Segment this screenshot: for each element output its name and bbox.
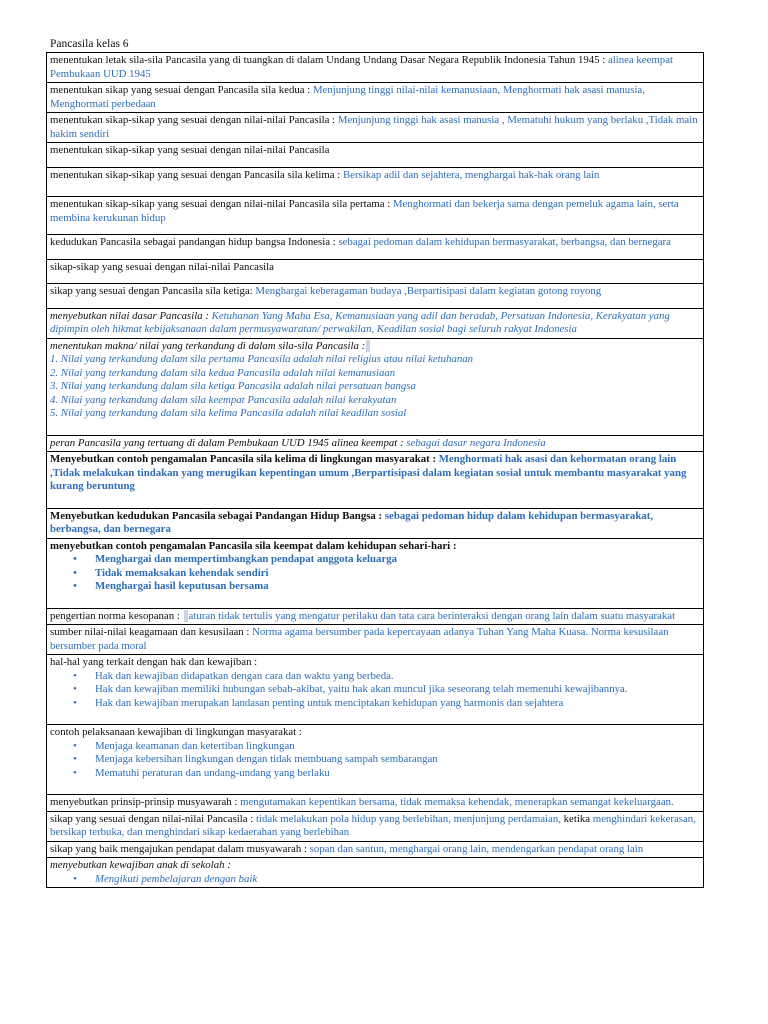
question: sikap yang baik mengajukan pendapat dalam musyawarah : [50, 842, 307, 855]
table-row [47, 143, 704, 168]
list-item: • Menjaga kebersihan lingkungan dengan tidak membuang sampah sembarangan [95, 753, 700, 767]
table-row [47, 167, 704, 197]
question: menentukan sikap yang sesuai dengan Pancasila sila kedua : [50, 84, 311, 96]
answer: sebagai dasar negara Indonesia [406, 436, 546, 449]
list-item: • Tidak memaksakan kehendak sendiri [95, 567, 700, 581]
table-row [47, 435, 704, 452]
answer: Ketuhanan Yang Maha Esa, Kemanusiaan yang adil dan beradab, Persatuan Indonesia, Kerakyatan yang dipimpin oleh hikmat kebijaksanaan dalam permusyawaratan/ perwakilan, Keadilan sosial bagi seluruh rakyat Indonesia [50, 309, 670, 335]
table-row [47, 83, 704, 113]
bullet-list [50, 740, 700, 781]
question: pengertian norma kesopanan : [50, 609, 180, 622]
question: sikap yang sesuai dengan nilai-nilai Pancasila : [50, 812, 254, 825]
question: sikap-sikap yang sesuai dengan nilai-nilai Pancasila [50, 260, 274, 273]
table-row [47, 53, 704, 83]
table-row [47, 235, 704, 260]
answer: aturan tidak tertulis yang mengatur perilaku dan tata cara berinteraksi dengan orang lain dalam suatu masyarakat [188, 609, 676, 622]
document-title: Pancasila kelas 6 [50, 38, 129, 50]
question: peran Pancasila yang tertuang di dalam Pembukaan UUD 1945 alinea keempat : [50, 436, 404, 449]
answer: Bersikap adil dan sejahtera, menghargai hak-hak orang lain [342, 168, 600, 181]
question: menentukan sikap-sikap yang sesuai dengan Pancasila sila kelima : [50, 168, 341, 181]
table-row [47, 795, 704, 812]
question: sumber nilai-nilai keagamaan dan kesusilaan : [50, 626, 250, 638]
question: menentukan sikap-sikap yang sesuai dengan nilai-nilai Pancasila [50, 144, 330, 156]
table-row [47, 113, 704, 143]
qa-table [46, 52, 704, 888]
answer: Menjunjung tinggi nilai-nilai kemanusiaan, Menghormati hak asasi manusia, Menghormati perbedaan [50, 84, 645, 110]
list-item: • Hak dan kewajiban memiliki hubungan sebab-akibat, yaitu hak akan muncul jika seseorang telah memenuhi kewajibannya. [95, 683, 700, 697]
table-row [47, 858, 704, 888]
list-item: • Hak dan kewajiban merupakan landasan penting untuk menciptakan kehidupan yang harmonis dan sejahtera [95, 697, 700, 711]
table-row [47, 811, 704, 841]
table-row [47, 338, 704, 435]
answer: sebagai pedoman dalam kehidupan bermasyarakat, berbangsa, dan bernegara [338, 236, 671, 248]
list-item: • Mengikuti pembelajaran dengan baik [95, 873, 700, 887]
bullet-list [50, 670, 700, 711]
question: contoh pelaksanaan kewajiban di lingkungan masyarakat : [50, 726, 302, 738]
question: sikap yang sesuai dengan Pancasila sila ketiga: [50, 285, 253, 297]
answer: Menjunjung tinggi hak asasi manusia , Mematuhi hukum yang berlaku ,Tidak main hakim sendiri [50, 114, 698, 140]
list-item: • Menjaga keamanan dan ketertiban lingkungan [95, 740, 700, 754]
answer: sopan dan santun, menghargai orang lain, mendengarkan pendapat orang lain [309, 842, 644, 855]
cursor-marker [184, 610, 188, 622]
makna-item: 1. Nilai yang terkandung dalam sila pertama Pancasila adalah nilai religius atau nilai ketuhanan [50, 353, 474, 365]
makna-item: 3. Nilai yang terkandung dalam sila ketiga Pancasila adalah nilai persatuan bangsa [50, 380, 416, 392]
question: menentukan sikap-sikap yang sesuai dengan nilai-nilai Pancasila : [50, 114, 336, 126]
table-row [47, 608, 704, 625]
makna-item: 4. Nilai yang terkandung dalam sila keempat Pancasila adalah nilai kerakyatan [50, 393, 397, 406]
table-row [47, 725, 704, 795]
question: hal-hal yang terkait dengan hak dan kewajiban : [50, 656, 258, 668]
question: kedudukan Pancasila sebagai pandangan hidup bangsa Indonesia : [50, 236, 336, 248]
cursor-marker [366, 340, 370, 352]
table-row [47, 538, 704, 608]
answer: mengutamakan kepentikan bersama, tidak memaksa kehendak, menerapkan semangat kekeluargaan. [240, 796, 674, 808]
question: menyebutkan kewajiban anak di sekolah : [50, 859, 231, 871]
table-row [47, 259, 704, 284]
question: menyebutkan prinsip-prinsip musyawarah : [50, 796, 238, 808]
answer: alinea keempat Pembukaan UUD 1945 [50, 54, 673, 80]
list-item: • Menghargai hasil keputusan bersama [95, 580, 700, 594]
question: Menyebutkan contoh pengamalan Pancasila sila kelima di lingkungan masyarakat : [50, 453, 437, 465]
table-row [47, 197, 704, 235]
table-row [47, 452, 704, 509]
makna-item: 2. Nilai yang terkandung dalam sila kedua Pancasila adalah nilai kemanusiaan [50, 366, 396, 379]
table-row [47, 625, 704, 655]
answer: menghindari kekerasan, bersikap terbuka, dan menghindari sikap kedaerahan yang berlebihan [50, 812, 696, 838]
answer: Norma agama bersumber pada kepercayaan adanya Tuhan Yang Maha Kuasa. Norma kesusilaan bersumber pada moral [50, 626, 669, 652]
table-row [47, 655, 704, 725]
question: menentukan makna/ nilai yang terkandung di dalam sila-sila Pancasila : [50, 339, 366, 352]
question: menentukan letak sila-sila Pancasila yang di tuangkan di dalam Undang Undang Dasar Negara Republik Indonesia Tahun 1945 : [50, 54, 606, 66]
question: menentukan sikap-sikap yang sesuai dengan nilai-nilai Pancasila sila pertama : [50, 198, 391, 210]
question: menyebutkan contoh pengamalan Pancasila sila keempat dalam kehidupan sehari-hari : [50, 539, 457, 552]
question: menyebutkan nilai dasar Pancasila : [50, 309, 209, 322]
answer: Menghormati dan bekerja sama dengan pemeluk agama lain, serta membina kerukunan hidup [50, 198, 679, 224]
list-item: • Mematuhi peraturan dan undang-undang yang berlaku [95, 767, 700, 781]
answer: Menghormati hak asasi dan kehormatan orang lain ,Tidak melakukan tindakan yang merugikan kepentingan umum ,Berpartisipasi dalam kegiatan sosial untuk membantu masyarakat yang kurang beruntung [50, 453, 687, 492]
answer: sebagai pedoman hidup dalam kehidupan bermasyarakat, berbangsa, dan bernegara [50, 509, 654, 535]
connector-word: ketika [563, 812, 591, 825]
answer: Menghargai keberagaman budaya ,Berpartisipasi dalam kegiatan gotong royong [255, 285, 602, 297]
question: Menyebutkan kedudukan Pancasila sebagai Pandangan Hidup Bangsa : [50, 509, 383, 522]
bullet-list [50, 873, 700, 887]
answer: tidak melakukan pola hidup yang berlebihan, menjunjung perdamaian, [256, 812, 561, 825]
makna-item: 5. Nilai yang terkandung dalam sila kelima Pancasila adalah nilai keadilan sosial [50, 407, 407, 419]
table-row [47, 284, 704, 309]
bullet-list [50, 553, 700, 594]
list-item: • Menghargai dan mempertimbangkan pendapat anggota keluarga [95, 553, 700, 567]
table-row [47, 841, 704, 858]
table-row [47, 308, 704, 338]
table-row [47, 508, 704, 538]
list-item: • Hak dan kewajiban didapatkan dengan cara dan waktu yang berbeda. [95, 670, 700, 684]
